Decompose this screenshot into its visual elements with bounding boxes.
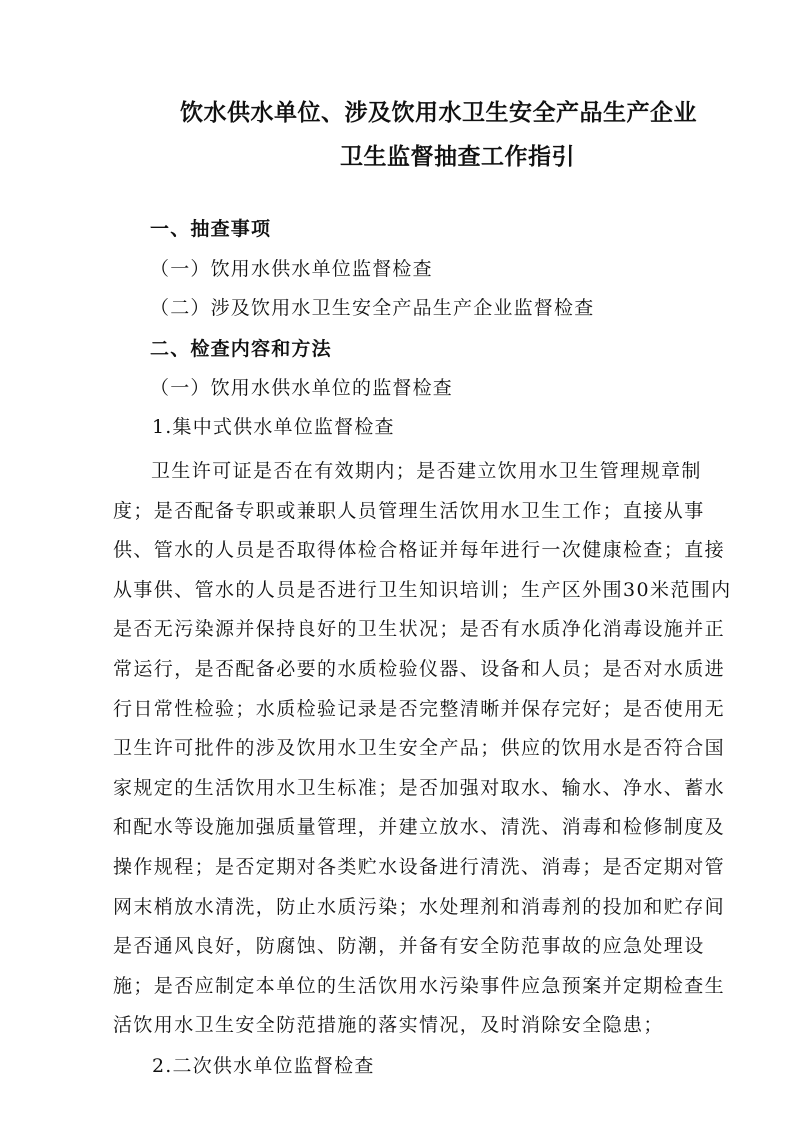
section-2-heading: 二、检查内容和方法 <box>150 338 332 360</box>
paragraph-line: 操作规程；是否定期对各类贮水设备进行清洗、消毒；是否定期对管 <box>113 855 726 878</box>
paragraph-line: 行日常性检验；水质检验记录是否完整清晰并保存完好；是否使用无 <box>113 697 726 720</box>
paragraph-line: 家规定的生活饮用水卫生标准；是否加强对取水、输水、净水、蓄水 <box>113 776 726 799</box>
paragraph-line: 网末梢放水清洗，防止水质污染；水处理剂和消毒剂的投加和贮存间 <box>113 895 726 918</box>
paragraph-line: 度；是否配备专职或兼职人员管理生活饮用水卫生工作；直接从事 <box>113 499 705 522</box>
item-1-heading: 1.集中式供水单位监督检查 <box>152 416 395 438</box>
paragraph-line: 卫生许可批件的涉及饮用水卫生安全产品；供应的饮用水是否符合国 <box>113 737 726 760</box>
paragraph-line: 活饮用水卫生安全防范措施的落实情况，及时消除安全隐患； <box>113 1014 664 1037</box>
section-1-item-1: （一）饮用水供水单位监督检查 <box>150 258 433 280</box>
paragraph-line: 从事供、管水的人员是否进行卫生知识培训；生产区外围30米范围内 <box>113 578 732 601</box>
document-title-line-2: 卫生监督抽查工作指引 <box>340 144 575 170</box>
section-1-heading: 一、抽查事项 <box>150 218 272 240</box>
paragraph-line: 和配水等设施加强质量管理，并建立放水、清洗、消毒和检修制度及 <box>113 816 726 839</box>
paragraph-line: 常运行，是否配备必要的水质检验仪器、设备和人员；是否对水质进 <box>113 657 726 680</box>
paragraph-line: 是否通风良好，防腐蚀、防潮，并备有安全防范事故的应急处理设 <box>113 935 705 958</box>
section-2-subheading: （一）饮用水供水单位的监督检查 <box>150 377 454 399</box>
paragraph-line: 施；是否应制定本单位的生活饮用水污染事件应急预案并定期检查生 <box>113 974 726 997</box>
paragraph-line: 供、管水的人员是否取得体检合格证并每年进行一次健康检查；直接 <box>113 539 726 562</box>
paragraph-line: 卫生许可证是否在有效期内；是否建立饮用水卫生管理规章制 <box>151 460 702 482</box>
paragraph-line: 是否无污染源并保持良好的卫生状况；是否有水质净化消毒设施并正 <box>113 618 726 641</box>
item-1-paragraph <box>113 452 732 1046</box>
item-2-heading: 2.二次供水单位监督检查 <box>152 1055 375 1077</box>
document-title-line-1: 饮水供水单位、涉及饮用水卫生安全产品生产企业 <box>180 100 697 126</box>
section-1-item-2: （二）涉及饮用水卫生安全产品生产企业监督检查 <box>150 297 595 319</box>
